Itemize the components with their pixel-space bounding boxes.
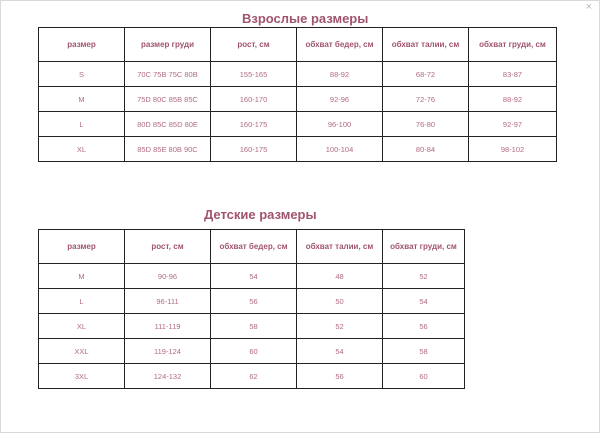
kids-sizes-title: Детские размеры bbox=[204, 207, 317, 222]
table-cell: XL bbox=[39, 137, 125, 162]
table-cell: 160-170 bbox=[211, 87, 297, 112]
column-header: размер груди bbox=[125, 28, 211, 62]
table-cell: 88-92 bbox=[469, 87, 557, 112]
table-cell: 60 bbox=[211, 339, 297, 364]
table-cell: 56 bbox=[211, 289, 297, 314]
table-cell: 68-72 bbox=[383, 62, 469, 87]
table-row bbox=[39, 289, 465, 314]
table-cell: 3XL bbox=[39, 364, 125, 389]
kids-size-table bbox=[38, 229, 465, 389]
table-cell: 54 bbox=[297, 339, 383, 364]
table-cell: 58 bbox=[211, 314, 297, 339]
table-cell: 80D 85C 85D 80E bbox=[125, 112, 211, 137]
table-cell: 48 bbox=[297, 264, 383, 289]
table-cell: 111-119 bbox=[125, 314, 211, 339]
table-row bbox=[39, 87, 557, 112]
table-row bbox=[39, 314, 465, 339]
column-header: обхват талии, см bbox=[297, 230, 383, 264]
table-cell: 56 bbox=[297, 364, 383, 389]
table-row bbox=[39, 364, 465, 389]
table-cell: 72-76 bbox=[383, 87, 469, 112]
table-cell: 96-100 bbox=[297, 112, 383, 137]
table-header-row bbox=[39, 230, 465, 264]
table-cell: 58 bbox=[383, 339, 465, 364]
table-cell: 54 bbox=[383, 289, 465, 314]
column-header: обхват груди, см bbox=[469, 28, 557, 62]
column-header: обхват бедер, см bbox=[211, 230, 297, 264]
table-cell: M bbox=[39, 87, 125, 112]
table-cell: 98-102 bbox=[469, 137, 557, 162]
table-cell: 75D 80C 85B 85C bbox=[125, 87, 211, 112]
table-cell: L bbox=[39, 112, 125, 137]
table-cell: 56 bbox=[383, 314, 465, 339]
close-icon[interactable]: × bbox=[585, 1, 593, 13]
adult-sizes-title: Взрослые размеры bbox=[242, 11, 369, 26]
table-cell: 85D 85E 80B 90C bbox=[125, 137, 211, 162]
table-row bbox=[39, 264, 465, 289]
table-cell: 54 bbox=[211, 264, 297, 289]
table-cell: 160-175 bbox=[211, 112, 297, 137]
table-row bbox=[39, 339, 465, 364]
table-cell: 96-111 bbox=[125, 289, 211, 314]
table-header-row bbox=[39, 28, 557, 62]
table-cell: 119-124 bbox=[125, 339, 211, 364]
column-header: рост, см bbox=[211, 28, 297, 62]
column-header: обхват талии, см bbox=[383, 28, 469, 62]
table-row bbox=[39, 62, 557, 87]
column-header: обхват бедер, см bbox=[297, 28, 383, 62]
table-cell: 92-96 bbox=[297, 87, 383, 112]
table-cell: L bbox=[39, 289, 125, 314]
column-header: размер bbox=[39, 28, 125, 62]
table-cell: 124-132 bbox=[125, 364, 211, 389]
table-cell: 100-104 bbox=[297, 137, 383, 162]
table-cell: 80-84 bbox=[383, 137, 469, 162]
table-cell: 160-175 bbox=[211, 137, 297, 162]
table-row bbox=[39, 137, 557, 162]
column-header: размер bbox=[39, 230, 125, 264]
table-cell: XL bbox=[39, 314, 125, 339]
table-cell: 62 bbox=[211, 364, 297, 389]
table-cell: 83-87 bbox=[469, 62, 557, 87]
column-header: рост, см bbox=[125, 230, 211, 264]
table-row bbox=[39, 112, 557, 137]
table-cell: 76-80 bbox=[383, 112, 469, 137]
table-cell: 90-96 bbox=[125, 264, 211, 289]
table-cell: 52 bbox=[383, 264, 465, 289]
table-cell: 70C 75B 75C 80B bbox=[125, 62, 211, 87]
table-cell: 155-165 bbox=[211, 62, 297, 87]
adult-size-table bbox=[38, 27, 557, 162]
table-cell: 60 bbox=[383, 364, 465, 389]
column-header: обхват груди, см bbox=[383, 230, 465, 264]
table-cell: 52 bbox=[297, 314, 383, 339]
table-cell: 50 bbox=[297, 289, 383, 314]
table-cell: 92-97 bbox=[469, 112, 557, 137]
table-cell: M bbox=[39, 264, 125, 289]
table-cell: XXL bbox=[39, 339, 125, 364]
table-cell: 88-92 bbox=[297, 62, 383, 87]
table-cell: S bbox=[39, 62, 125, 87]
